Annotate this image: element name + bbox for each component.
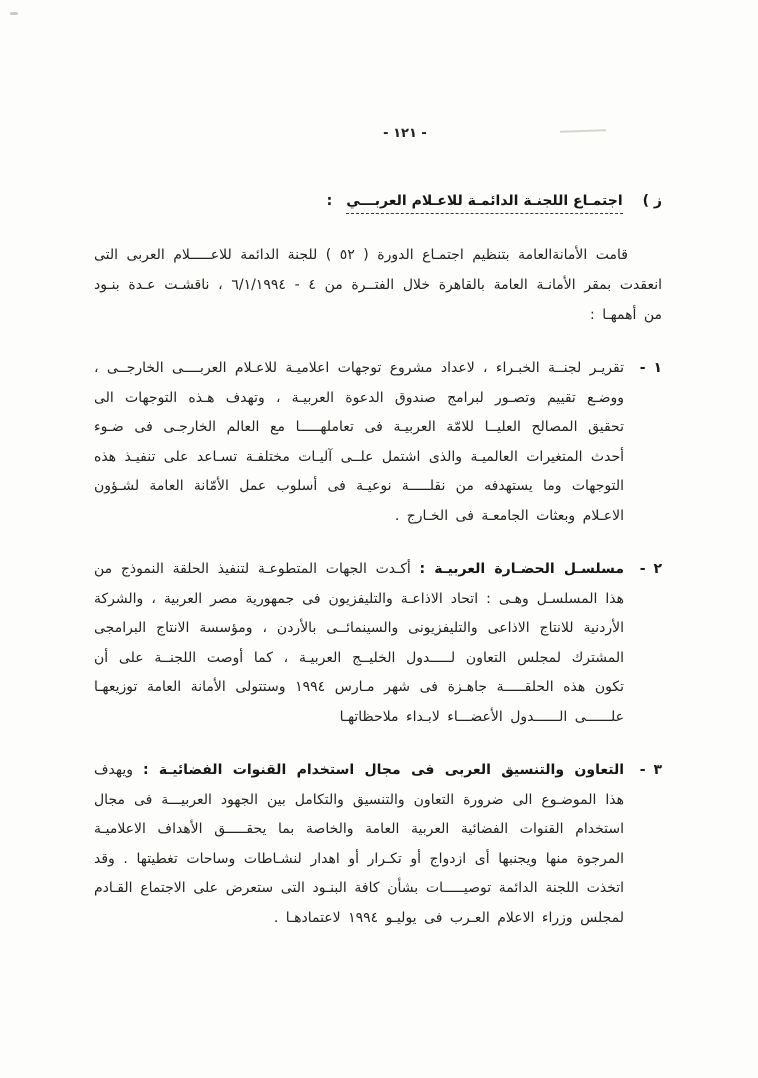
intro-paragraph: قامت الأمانةالعامة بتنظيم اجتمـاع الدورة ( ٥٢ ) للجنة الدائمة للاعـــــلام العربى التى انعقدت بمقر الأمانـة العامة بالقاهرة خلال الفتــرة من ٤ - ٦/١/١٩٩٤ ، ناقشـت عـدة بنـود من أهمهـا : xyxy=(94,247,662,323)
list-item xyxy=(94,756,662,933)
page-number: - ١٢١ - xyxy=(383,126,427,141)
list-item xyxy=(94,354,662,531)
item-lead: التعاون والتنسيق العربى فى مجال استخدام القنوات الفضائيـة : xyxy=(142,762,624,778)
item-lead: مسلسـل الحضـارة العربيـة : xyxy=(419,561,624,577)
section-title-colon: : xyxy=(326,193,333,209)
section-letter-marker: ز ) xyxy=(642,193,662,209)
item-body: ويهدف هذا الموضـوع الى ضرورة التعاون والتنسيق والتكامل بين الجهود العربيـــة فى مجال استخدام القنوات الفضائية العربية العامة والخاصة بما يحقـــــق الأهداف الاعلاميـة المرجوة منها ويجنبها أى ازدواج أو تكـرار أو اهدار لنشـاطات وساحات تغطيتها . وقد اتخذت اللجنة الدائمة توصيـــــات بشأن كافة البنـود التى ستعرض على الاجتماع القـادم لمجلس وزراء الاعلام العـرب فى يوليـو ١٩٩٤ لاعتمادهـا . xyxy=(94,762,624,926)
numbered-items-list xyxy=(94,354,662,933)
item-body: تقريـر لجنــة الخبـراء ، لاعداد مشروع توجهات اعلاميـة للاعـلام العربــــى الخارجــى ، ووضـع تقييم وتصـور لبرامج صندوق الدعوة العربيـة ، وتهدف هـذه التوجهات الى تحقيق المصالح العليــا للامّة العربيـة فى تعاملهـــــا مع العالم الخارجـى فى ضـوء أحدث المتغيرات العالميـة والذى اشتمل علــى آليـات مختلفـة تسـاعد على تنفيـذ هذه التوجهات وما يستهدفه من نقلـــــة نوعيـة فى أسلوب عمل الأمّانة العامة لشـؤون الاعـلام وبعثات الجامعـة فى الخـارج . xyxy=(94,360,624,524)
section-title: اجتمـاع اللجنـة الدائمـة للاعـلام العربـــي xyxy=(346,193,622,214)
item-number: ١ - xyxy=(639,360,662,376)
section-heading xyxy=(94,193,662,214)
item-number: ٣ - xyxy=(639,762,662,778)
item-number: ٢ - xyxy=(639,561,662,577)
item-body: أكـدت الجهات المتطوعـة لتنفيذ الحلقة النموذج من هذا المسلسـل وهـى : اتحاد الاذاعـة والتليفزيون فى جمهورية مصر العربية ، والشركة الأردنية للانتاج الاذاعى والتليفزيونى والسينمائــى بالأردن ، ومؤسسة الانتاج البرامجى المشترك لمجلس التعاون لـــــدول الخليــج العربيـة ، كما أوصت اللجنــة على أن تكون هذه الحلقـــــة جاهـزة فى شهر مـارس ١٩٩٤ وستتولى الأمانة العامة توزيعهـا علــــــى الــــــدول الأعضـــاء لابـداء ملاحظاتهـا xyxy=(94,561,624,725)
list-item xyxy=(94,555,662,732)
